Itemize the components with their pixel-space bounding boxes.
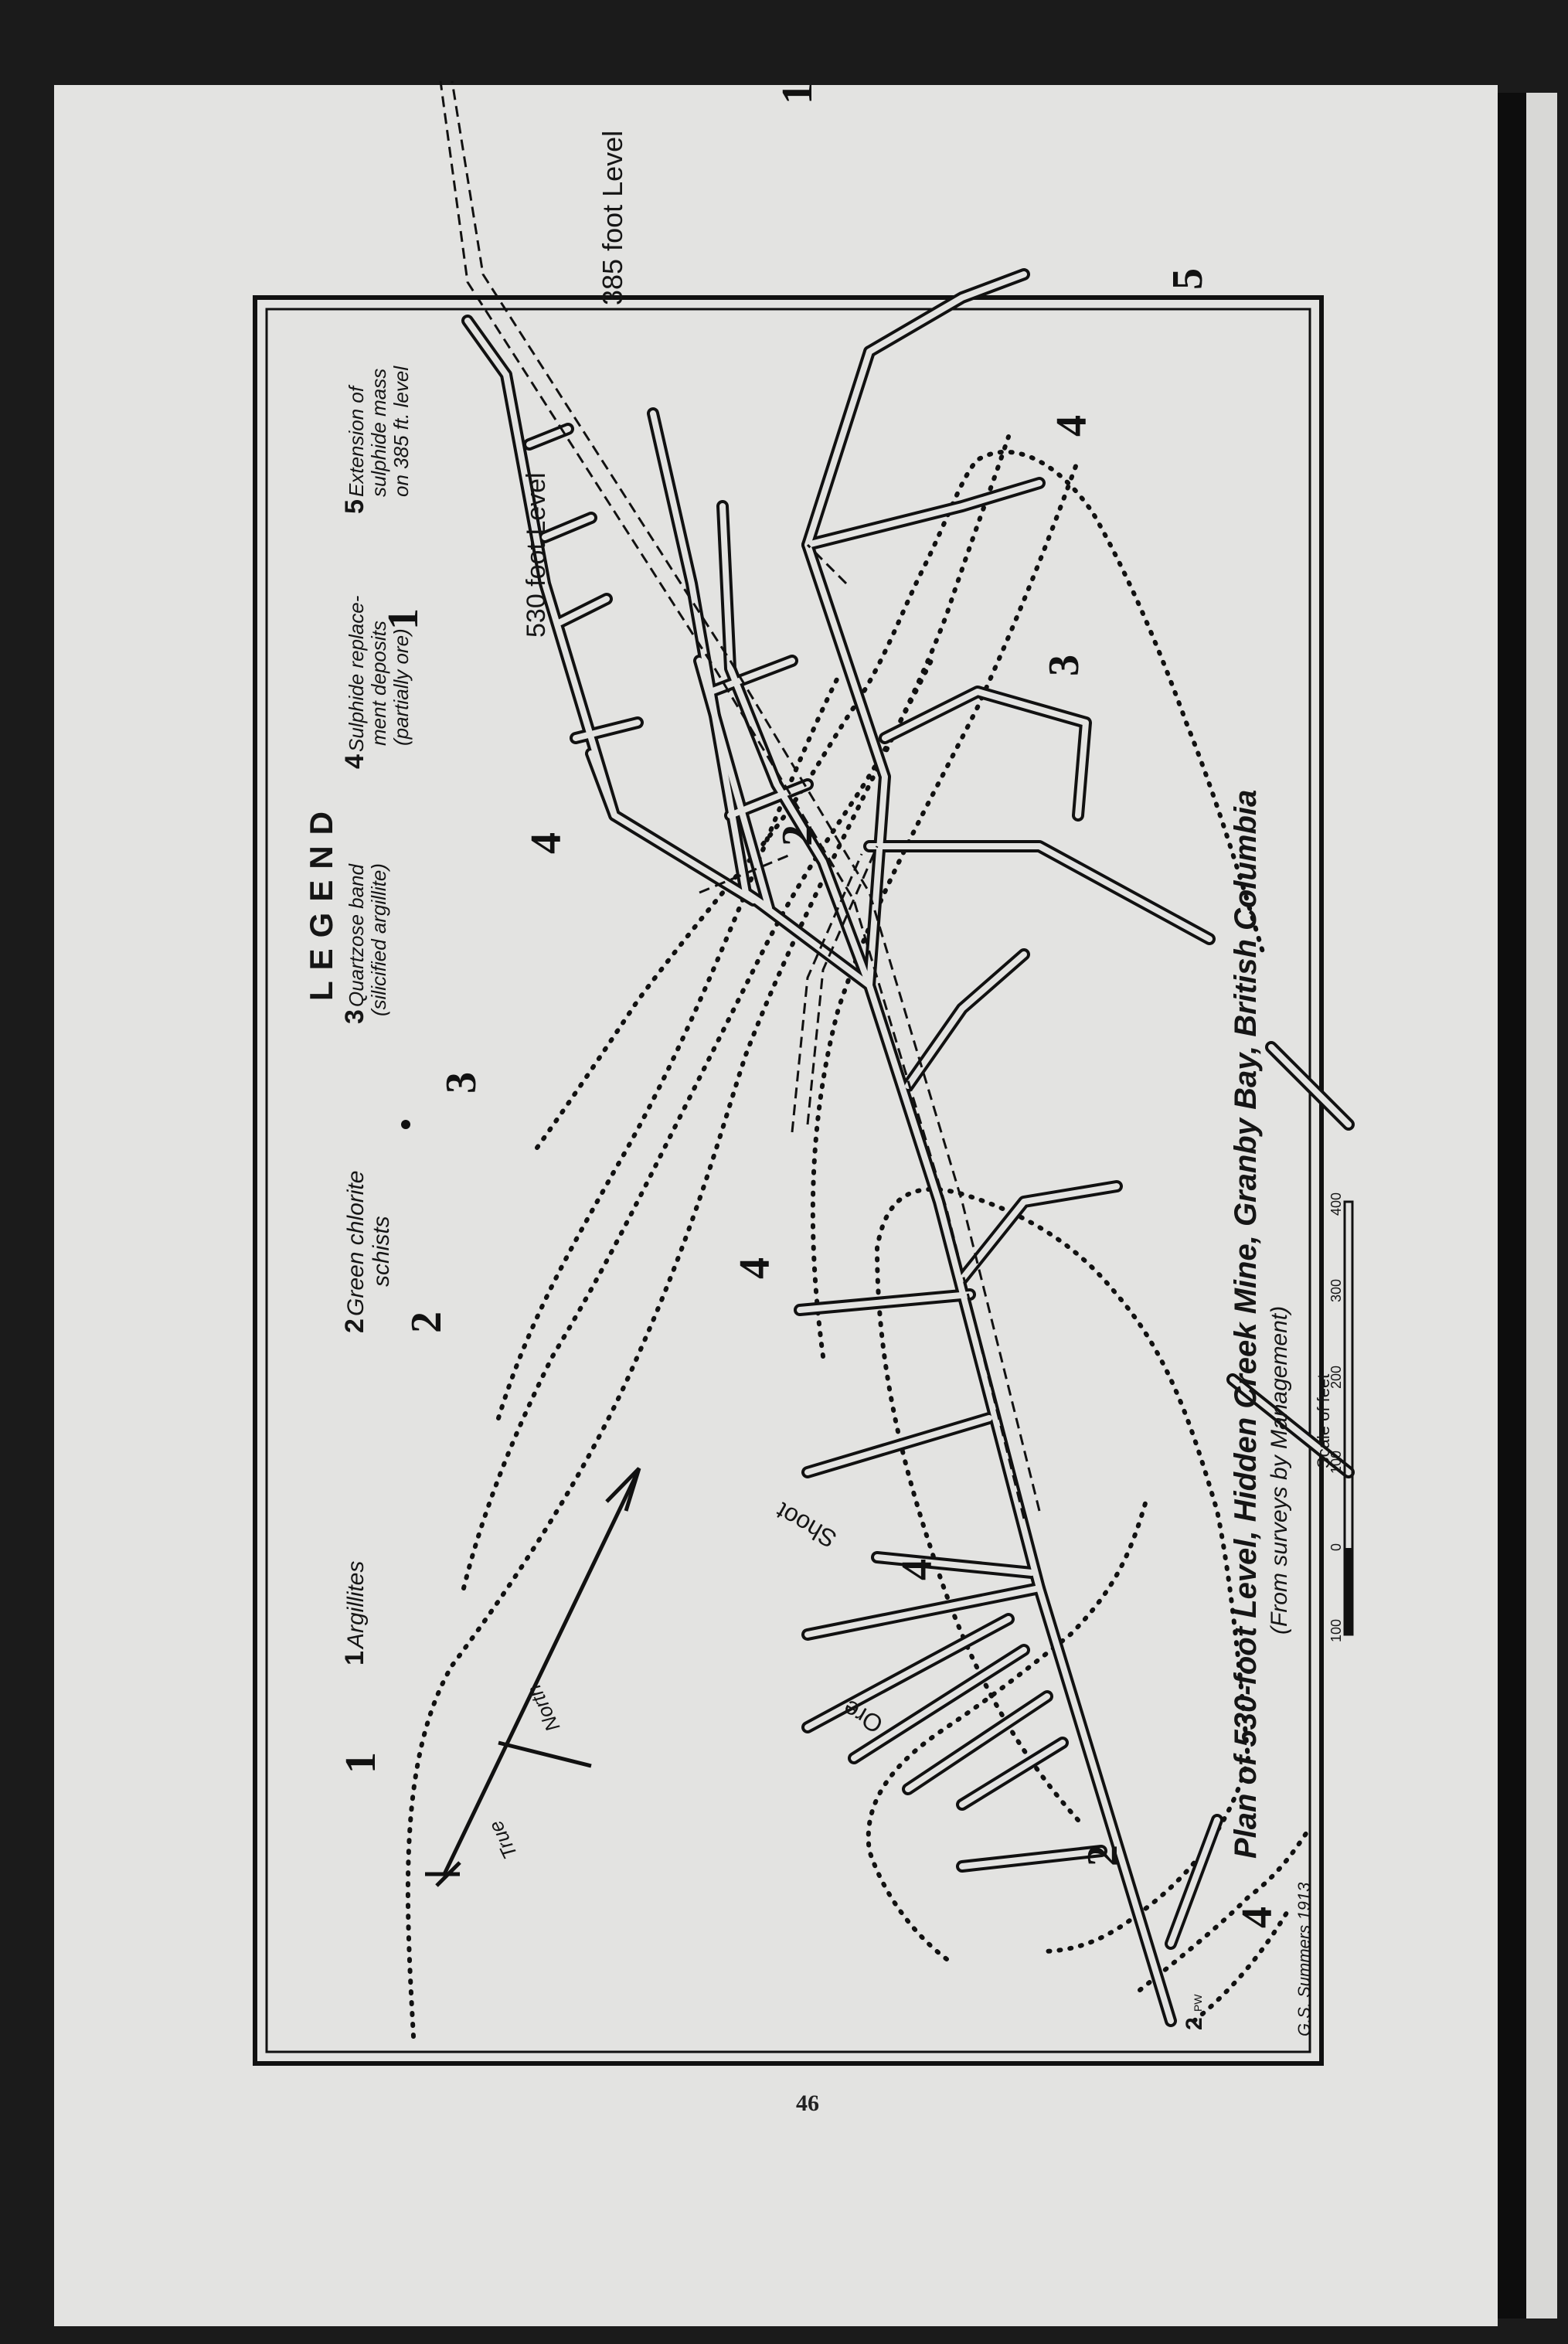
legend-3-line1: Quartzose band <box>345 863 368 1007</box>
scale-tick-0: 100 <box>1328 1618 1344 1642</box>
plate-outer-border <box>255 298 1321 2063</box>
zone-1-right: 1 <box>774 83 821 104</box>
scale-tick-5: 400 <box>1328 1192 1344 1216</box>
zone-4-upper: 4 <box>522 832 570 854</box>
legend-4-number: 4 <box>340 754 369 769</box>
legend-5-line3: on 385 ft. level <box>389 366 413 497</box>
legend-heading: LEGEND <box>303 800 339 1001</box>
north-arrow <box>425 1468 639 1886</box>
boundary-bottom-left <box>1194 1913 1287 2021</box>
legend-5-line2: sulphide mass <box>367 368 390 497</box>
legend-2-line2: schists <box>369 1216 394 1287</box>
zone-2-bottom: 2 <box>1079 1845 1127 1866</box>
legend-3-number: 3 <box>340 1009 369 1024</box>
legend-1-number: 1 <box>340 1651 369 1665</box>
page-number: 46 <box>796 2091 819 2116</box>
label-shoot: Shoot <box>771 1497 842 1554</box>
boundary-2-4-bottom <box>1140 1828 1310 1990</box>
plate-signature: G.S. Summers 1913 <box>1294 1882 1314 2036</box>
legend-5-number: 5 <box>340 499 369 514</box>
label-385-level: 385 foot Level <box>597 130 628 305</box>
zone-4-right: 4 <box>1048 415 1096 437</box>
scale-tick-1: 0 <box>1328 1543 1344 1551</box>
scale-bar-fill <box>1345 1548 1352 1635</box>
plate-inner-border <box>267 309 1310 2052</box>
zone-4-mid: 4 <box>731 1257 779 1279</box>
zone-2-right: 2 <box>774 825 821 846</box>
plate-subtitle: (From surveys by Management) <box>1267 1305 1292 1635</box>
zone-1-left: 1 <box>337 1752 385 1774</box>
legend-4-line1: Sulphide replace- <box>345 595 368 752</box>
zone-4-ore: 4 <box>893 1559 941 1580</box>
scale-tick-2: 100 <box>1328 1450 1344 1474</box>
north-true-label: True <box>483 1817 522 1863</box>
zone-2-left: 2 <box>403 1311 451 1333</box>
zone-3-right: 3 <box>1040 655 1088 676</box>
legend-4-line2: ment deposits <box>367 621 390 746</box>
legend <box>303 366 413 1665</box>
scale-label: Scale of feet <box>1314 1373 1333 1468</box>
shaft-label-small: PW <box>1192 1994 1204 2012</box>
zone-4-bottom: 4 <box>1233 1907 1281 1928</box>
legend-3-line2: (silicified argillite) <box>367 863 390 1016</box>
boundary-2-3-outer <box>464 661 931 1588</box>
plate-title: Plan of 530-foot Level, Hidden Creek Mine, Granby Bay, British Columbia <box>1229 789 1263 1859</box>
legend-5-line1: Extension of <box>345 386 368 497</box>
scale-tick-4: 300 <box>1328 1278 1344 1302</box>
ore-shoot-outline <box>877 1189 1248 1820</box>
zone-5: 5 <box>1164 268 1212 290</box>
label-ore: Ore <box>838 1694 888 1740</box>
label-530-level: 530 foot Level <box>522 472 551 638</box>
zone-3-left: 3 <box>437 1072 485 1094</box>
legend-2-line1: Green chlorite <box>343 1170 369 1316</box>
shaft-label: 2 <box>1182 2017 1207 2030</box>
legend-4-line3: (partially ore) <box>389 628 413 746</box>
legend-dot <box>401 1120 410 1129</box>
north-north-label: North <box>522 1681 565 1736</box>
zone-numbers <box>337 83 1281 1928</box>
scale-tick-3: 200 <box>1328 1365 1344 1389</box>
legend-2-number: 2 <box>340 1318 369 1333</box>
legend-1-line1: Argillites <box>343 1560 369 1648</box>
geologic-boundaries <box>408 437 1310 2036</box>
ore-body-upper <box>537 452 1264 1148</box>
zone-1-mid: 1 <box>379 608 427 630</box>
